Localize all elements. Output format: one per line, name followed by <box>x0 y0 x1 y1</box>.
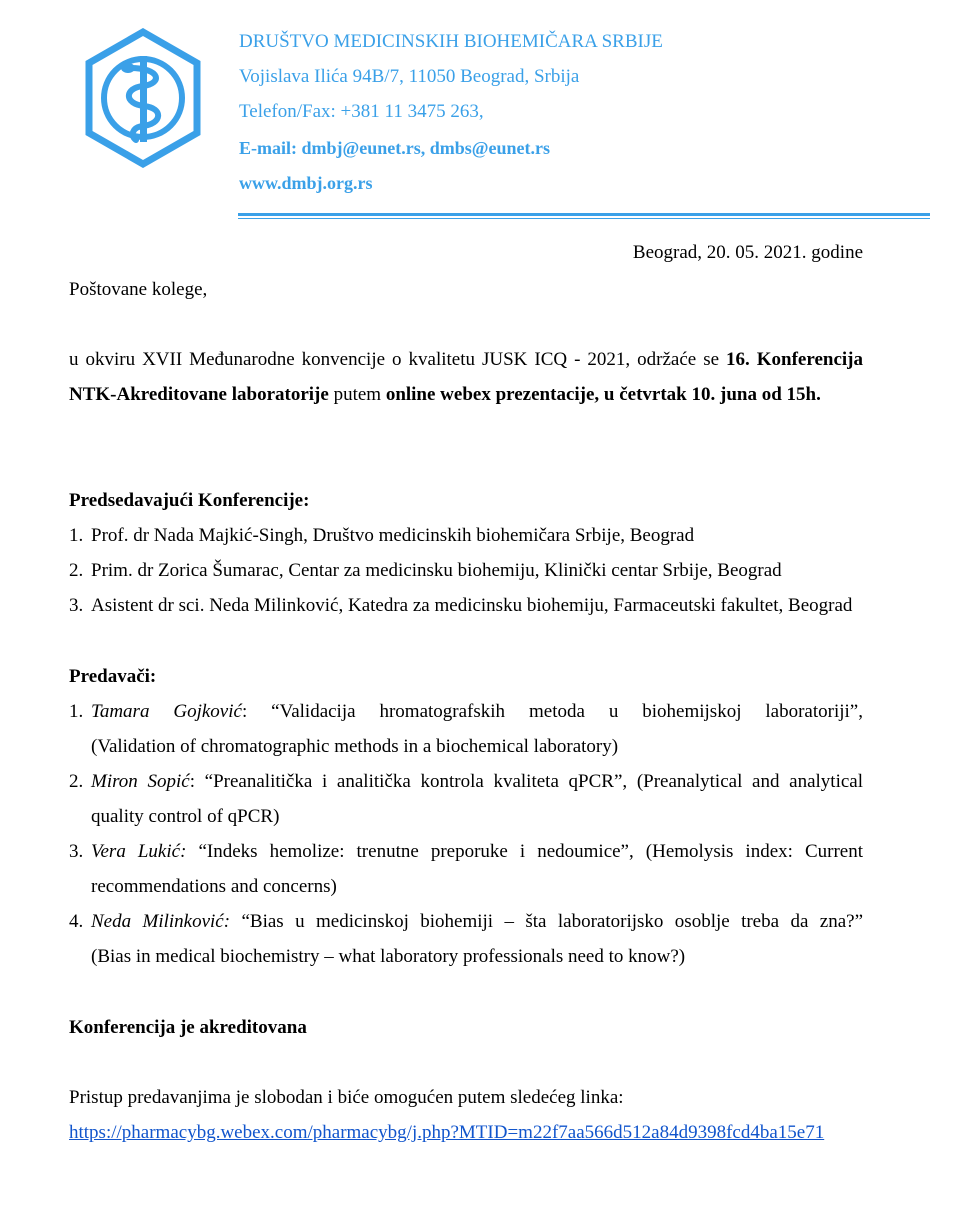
speakers-heading: Predavači: <box>69 666 157 687</box>
talk-title-en: (Validation of chromatographic methods in a biochemical laboratory) <box>91 736 619 757</box>
speaker-name: Neda Milinković: <box>91 911 231 932</box>
org-address: Vojislava Ilića 94B/7, 11050 Beograd, Srbija <box>239 66 580 87</box>
org-name: DRUŠTVO MEDICINSKIH BIOHEMIČARA SRBIJE <box>239 31 663 52</box>
chair-1: Prof. dr Nada Majkić-Singh, Društvo medicinskih biohemičara Srbije, Beograd <box>91 525 695 546</box>
intro-event-details: online webex prezentacije, u četvrtak 10. juna od 15h. <box>385 384 821 405</box>
header-rule-thin <box>238 218 930 219</box>
webex-link[interactable] <box>69 1115 863 1150</box>
intro-text-2: putem <box>328 384 386 405</box>
talk-title: “Validacija hromatografskih metoda u biohemijskoj laboratoriji”, <box>271 701 863 722</box>
list-item: 2. Prim. dr Zorica Šumarac, Centar za medicinsku biohemiju, Klinički centar Srbije, Beograd <box>69 553 863 588</box>
org-email[interactable]: E-mail: dmbj@eunet.rs, dmbs@eunet.rs <box>239 138 550 158</box>
speaker-1-line: Tamara Gojković: “Validacija hromatografskih metoda u biohemijskoj laboratoriji”, <box>91 701 863 722</box>
speaker-name: Vera Lukić: <box>91 841 187 862</box>
chair-2: Prim. dr Zorica Šumarac, Centar za medicinsku biohemiju, Klinički centar Srbije, Beograd <box>91 560 782 581</box>
list-item: 1. Tamara Gojković: “Validacija hromatografskih metoda u biohemijskoj laboratoriji”, (Validation of chromatographic methods in a biochemical laboratory) <box>69 694 863 764</box>
greeting: Poštovane kolege, <box>69 279 208 300</box>
chair-3: Asistent dr sci. Neda Milinković, Katedra za medicinsku biohemiju, Farmaceutski fakultet, Beograd <box>91 595 853 616</box>
speaker-2-line: Miron Sopić: “Preanalitička i analitička kontrola kvaliteta qPCR”, (Preanalytical and analytical <box>91 771 863 792</box>
chairs-heading: Predsedavajući Konferencije: <box>69 490 310 511</box>
intro-text-1: u okviru XVII Međunarodne konvencije o kvalitetu JUSK ICQ - 2021, održaće se <box>69 349 727 370</box>
speakers-list <box>69 694 863 974</box>
talk-title: “Bias u medicinskoj biohemiji – šta laboratorijsko osoblje treba da zna?” <box>241 911 864 932</box>
intro-paragraph <box>69 342 863 412</box>
list-item: 4. Neda Milinković: “Bias u medicinskoj biohemiji – šta laboratorijsko osoblje treba da zna?” (Bias in medical biochemistry – what laboratory professionals need to know?) <box>69 904 863 974</box>
speaker-name: Tamara Gojković <box>91 701 242 722</box>
list-item: 3. Asistent dr sci. Neda Milinković, Katedra za medicinsku biohemiju, Farmaceutski fakultet, Beograd <box>69 588 863 623</box>
talk-title: “Preanalitička i analitička kontrola kvaliteta qPCR”, (Preanalytical and analytical <box>204 771 863 792</box>
intro-conference-name: 16. Konferencija NTK-Akreditovane laboratorije <box>69 349 863 405</box>
caduceus-hexagon-logo <box>84 28 202 168</box>
talk-title-en: recommendations and concerns) <box>91 876 337 897</box>
webex-link-anchor[interactable]: https://pharmacybg.webex.com/pharmacybg/j.php?MTID=m22f7aa566d512a84d9398fcd4ba15e71 <box>69 1122 825 1143</box>
speaker-3-line <box>91 834 863 869</box>
chairs-list <box>69 518 863 623</box>
speaker-4-line <box>91 904 863 939</box>
talk-title: “Indeks hemolize: trenutne preporuke i nedoumice”, (Hemolysis index: Current <box>198 841 863 862</box>
list-item: 1. Prof. dr Nada Majkić-Singh, Društvo medicinskih biohemičara Srbije, Beograd <box>69 518 863 553</box>
speaker-name: Miron Sopić <box>91 771 190 792</box>
access-text: Pristup predavanjima je slobodan i biće omogućen putem sledećeg linka: <box>69 1087 624 1108</box>
header-rule <box>238 213 930 216</box>
accredited-note: Konferencija je akreditovana <box>69 1017 307 1038</box>
org-website[interactable]: www.dmbj.org.rs <box>239 173 373 193</box>
list-item: 3. Vera Lukić: “Indeks hemolize: trenutne preporuke i nedoumice”, (Hemolysis index: Current recommendations and concerns) <box>69 834 863 904</box>
list-item: 2. Miron Sopić: “Preanalitička i analitička kontrola kvaliteta qPCR”, (Preanalytical and analytical quality control of qPCR) <box>69 764 863 834</box>
org-phone: Telefon/Fax: +381 11 3475 263, <box>239 101 484 122</box>
talk-title-en: (Bias in medical biochemistry – what laboratory professionals need to know?) <box>91 946 686 967</box>
letter-date: Beograd, 20. 05. 2021. godine <box>632 242 863 263</box>
talk-title-en: quality control of qPCR) <box>91 806 280 827</box>
